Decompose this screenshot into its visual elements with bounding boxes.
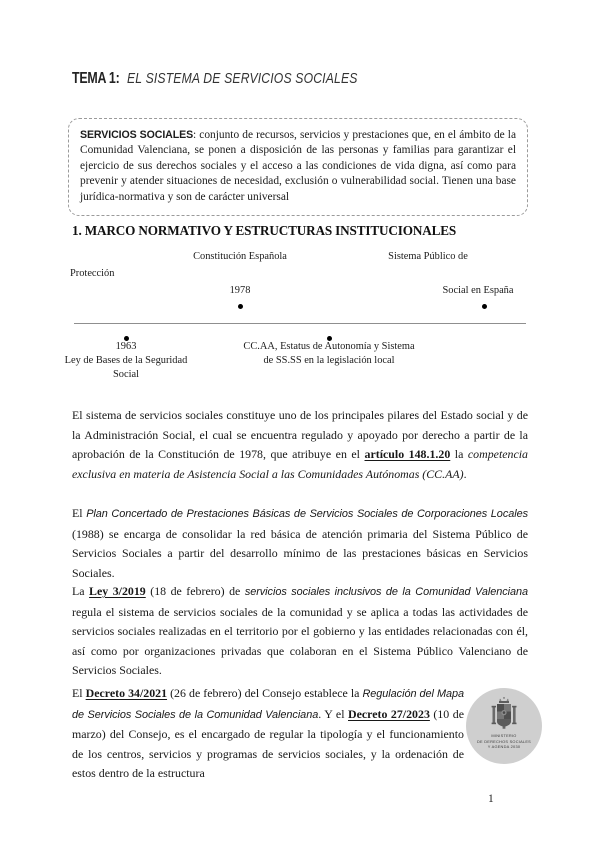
seal-line-1: MINISTERIO xyxy=(491,733,517,738)
paragraph-marco-constitucional xyxy=(72,406,528,484)
p1-part1: El sistema de servicios sociales constituye uno de los principales pilares del Estado social y de la Administración Social, el cual se encuentra regulado y apoyado por derecho a partir de la aprobación de la Constitución de 1978, que atribuye en el xyxy=(72,408,528,462)
timeline-dot-sistema-publico xyxy=(482,304,487,309)
page-number: 1 xyxy=(488,793,494,805)
definition-term: SERVICIOS SOCIALES xyxy=(80,129,194,141)
timeline-label-ccaa-line2: de SS.SS en la legislación local xyxy=(263,355,395,367)
timeline-axis-line xyxy=(74,323,526,324)
timeline-label-1963-desc-line2: Social xyxy=(113,369,139,381)
ministry-seal-watermark xyxy=(466,688,542,764)
p4-part2: (26 de febrero) del Consejo establece la xyxy=(167,686,363,700)
p2-part1: El xyxy=(72,506,87,520)
paragraph-decretos xyxy=(72,684,464,784)
timeline-label-1963-desc xyxy=(65,354,188,383)
p1-reference-articulo: artículo 148.1.20 xyxy=(364,447,451,462)
timeline-label-ccaa-line1: CC.AA, Estatus de Autonomía y Sistema xyxy=(243,341,415,352)
p2-part2: (1988) se encarga de consolidar la red básica de atención primaria del Sistema Público de Servicios Sociales a partir del desarrollo mínimo de las prestaciones básicas en Servicios Sociales. xyxy=(72,526,528,580)
timeline-label-constitucion-year: 1978 xyxy=(229,285,251,296)
section-heading: 1. MARCO NORMATIVO Y ESTRUCTURAS INSTITUCIONALES xyxy=(72,223,457,238)
definition-callout-box xyxy=(68,118,528,216)
paragraph-plan-concertado xyxy=(72,504,528,583)
p4-part4: (10 de marzo) del Consejo, es el encargado de regular la tipología y el funcionamiento de los centros, servicios y programas de servicios sociales, y la ordenación de estos dentro de la estructura xyxy=(72,706,464,781)
timeline-label-1963-year: 1963 xyxy=(115,341,137,352)
ministry-seal-text xyxy=(466,733,542,750)
p4-italic-regulacion-mapa: Regulación del Mapa de Servicios Sociales de la Comunidad Valenciana xyxy=(72,688,464,721)
seal-line-2: DE DERECHOS SOCIALES xyxy=(476,738,532,744)
p4-reference-decreto-34: Decreto 34/2021 xyxy=(85,686,168,700)
p3-reference-ley: Ley 3/2019 xyxy=(89,584,146,598)
timeline-label-1963-desc-line1: Ley de Bases de la Seguridad xyxy=(64,355,188,366)
seal-line-3: Y AGENDA 2030 xyxy=(487,744,521,750)
timeline-label-sistema-publico-subtitle: Social en España xyxy=(442,285,514,296)
p4-part1: El xyxy=(72,686,86,700)
p4-part3: . Y el xyxy=(318,706,349,721)
timeline-diagram xyxy=(0,248,600,396)
page-title-subject: EL SISTEMA DE SERVICIOS SOCIALES xyxy=(127,71,358,87)
p1-part3: . xyxy=(463,466,467,481)
definition-body: : conjunto de recursos, servicios y prestaciones que, en el ámbito de la Comunidad Valenciana, se ponen a disposición de las personas y familias para garantizar el ejercicio de sus derechos sociales y el acceso a las condiciones de vida digna, así como para prevenir y atender situaciones de necesidad, exclusión o vulnerabilidad social. Tienen una base jurídica-normativa y son de carácter universal xyxy=(80,129,517,203)
p2-italic-plan-concertado: Plan Concertado de Prestaciones Básicas de Servicios Sociales de Corporaciones Locales xyxy=(86,508,528,520)
timeline-label-proteccion: Protección xyxy=(70,268,115,279)
timeline-label-sistema-publico-title: Sistema Público de xyxy=(388,251,468,262)
p3-part1: La xyxy=(72,584,90,598)
p4-reference-decreto-27: Decreto 27/2023 xyxy=(348,706,430,721)
page-title xyxy=(72,70,502,88)
paragraph-ley-3-2019 xyxy=(72,582,528,681)
definition-text xyxy=(80,128,516,205)
p3-part2: (18 de febrero) de xyxy=(145,584,245,598)
p1-part2: la xyxy=(450,447,468,462)
page-title-prefix: TEMA 1: xyxy=(72,70,120,87)
p1-italic-competencia: competencia exclusiva en materia de Asistencia Social a las Comunidades Autónomas (CC.AA) xyxy=(72,447,528,481)
p3-part3: regula el sistema de servicios sociales de la comunidad y se aplica a todas las actividades de servicios sociales realizadas en el territorio por el gobierno y las entidades relacionadas con él, así como por organizaciones privadas que colaboran en el Sistema Público Valenciano de Servicios Sociales. xyxy=(72,604,528,678)
timeline-label-ccaa xyxy=(243,340,414,369)
spanish-coat-of-arms-icon xyxy=(486,697,522,731)
timeline-label-constitucion-title: Constitución Española xyxy=(193,251,287,262)
p3-italic-servicios-inclusivos: servicios sociales inclusivos de la Comunidad Valenciana xyxy=(244,586,529,598)
timeline-dot-constitucion xyxy=(238,304,243,309)
